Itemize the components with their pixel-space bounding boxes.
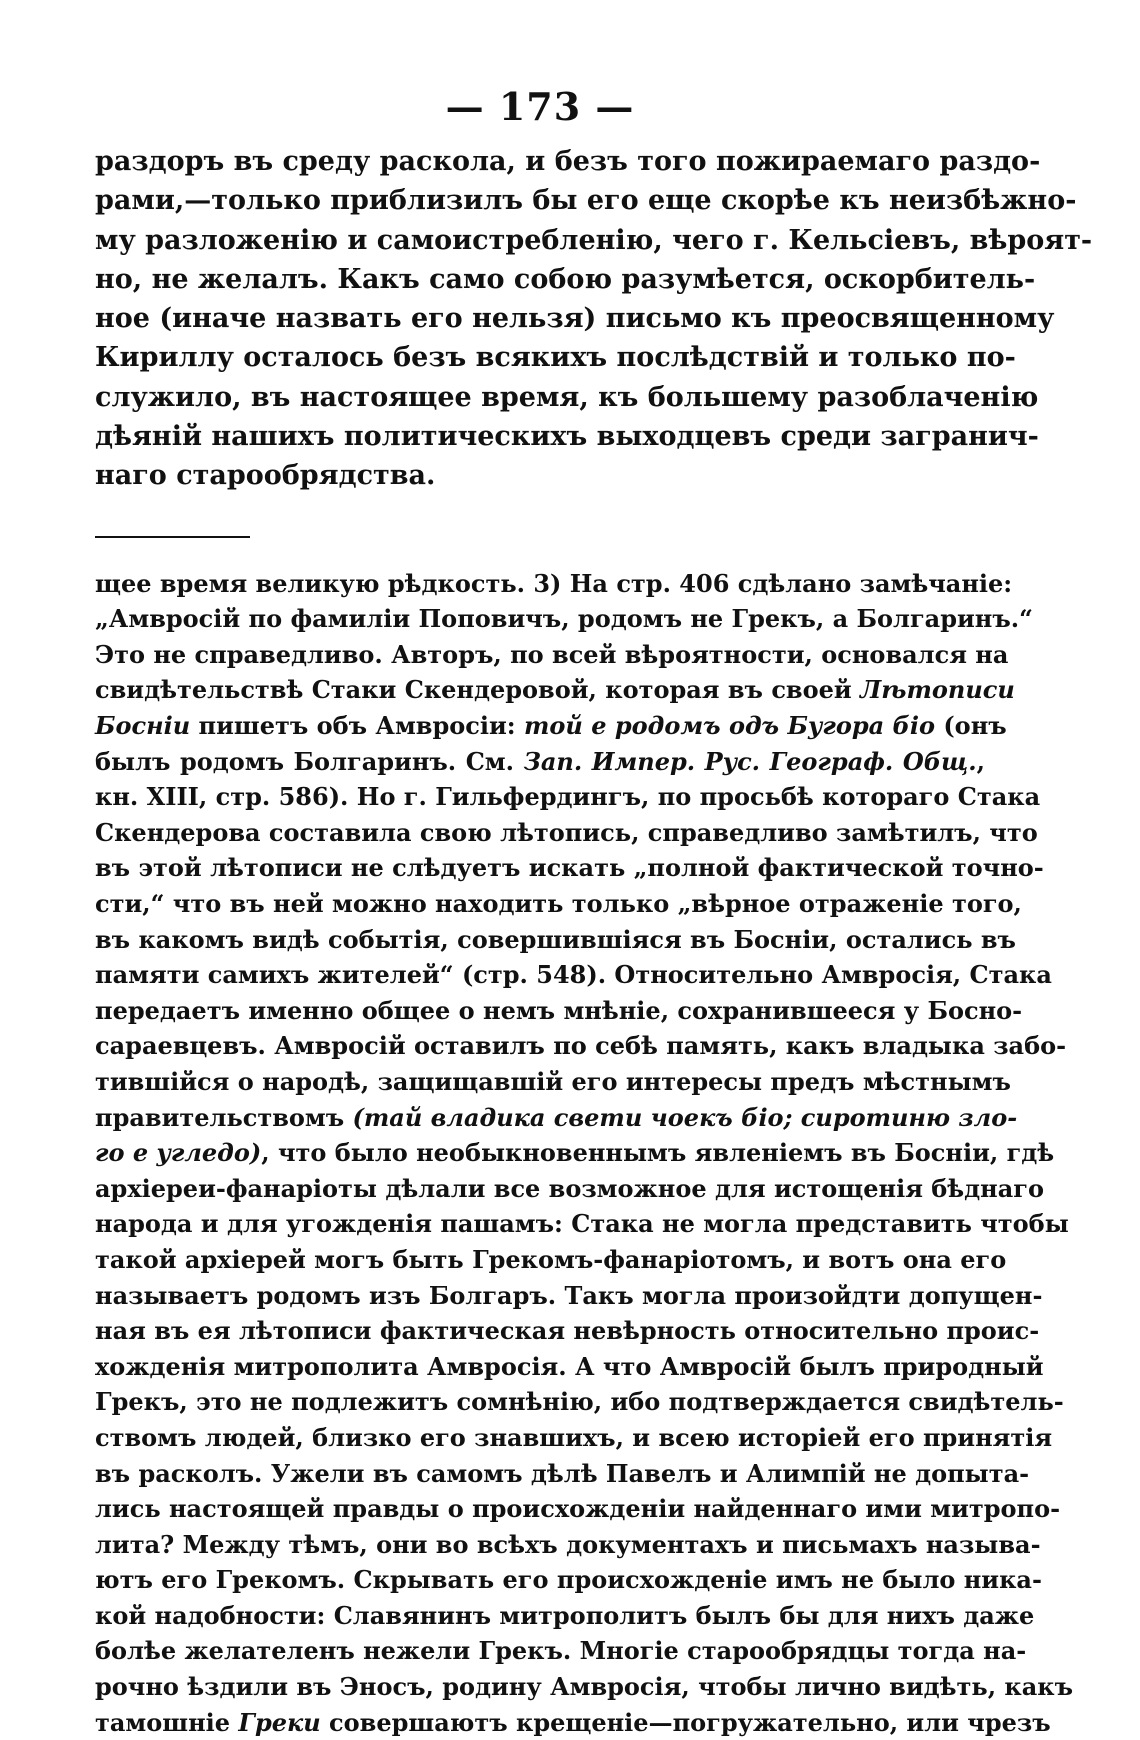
footnote-text-segment: народа и для угожденія пашамъ: Стака не могла представить чтобы [95, 1209, 1069, 1239]
footnote-text-segment: въ этой лѣтописи не слѣдуетъ искать „полной фактической точно- [95, 853, 1044, 883]
main-line: дѣяній нашихъ политическихъ выходцевъ среди загранич- [95, 421, 1039, 453]
footnote-line [95, 1420, 1053, 1456]
footnote-line [95, 1598, 1035, 1634]
footnote-text-segment: кой надобности: Славянинъ митрополитъ былъ бы для нихъ даже [95, 1600, 1035, 1630]
page-number: — 173 — [445, 84, 635, 129]
footnote-text-segment: въ расколъ. Ужели въ самомъ дѣлѣ Павелъ и Алимпій не допыта- [95, 1458, 1030, 1488]
footnote-line [95, 850, 1044, 886]
footnote-text-segment: сараевцевъ. Амвросій оставилъ по себѣ память, какъ владыка забо- [95, 1031, 1067, 1061]
main-line: служило, въ настоящее время, къ большему разоблаченію [95, 381, 1039, 413]
main-line: рами,—только приблизилъ бы его еще скорѣе къ неизбѣжно- [95, 185, 1077, 217]
footnote-text-segment: Скендерова составила свою лѣтопись, справедливо замѣтилъ, что [95, 817, 1038, 847]
footnote-line [95, 886, 1022, 922]
footnote-line [95, 815, 1038, 851]
footnote-text-segment: , [976, 746, 985, 776]
main-line: му разложенію и самоистребленію, чего г. Кельсіевъ, вѣроят- [95, 224, 1093, 256]
footnote-line [95, 1064, 1011, 1100]
footnote-text-segment: щее время великую рѣдкость. 3) На стр. 406 сдѣлано замѣчаніе: [95, 568, 1013, 598]
footnote-text-segment: пишетъ объ Амвросіи: [190, 711, 525, 741]
footnote-italic-segment: го е угледо) [95, 1138, 262, 1168]
footnote-text-segment: (онъ [934, 711, 1007, 741]
footnote-line [95, 1633, 1027, 1669]
footnote-italic-segment: Греки [238, 1707, 321, 1737]
footnote-text-segment: памяти самихъ жителей“ (стр. 548). Относительно Амвросія, Стака [95, 960, 1052, 990]
footnote-text-segment: кн. XIII, стр. 586). Но г. Гильфердингъ, по просьбѣ котораго Стака [95, 782, 1041, 812]
footnote-text-segment: ная въ ея лѣтописи фактическая невѣрность относительно проис- [95, 1316, 1040, 1346]
footnote-italic-segment: той е родомъ одъ Бугора біо [524, 711, 935, 741]
footnote-line [95, 672, 1015, 708]
footnote-line [95, 957, 1052, 993]
footnote-line [95, 1527, 1041, 1563]
footnote-text-segment: сти,“ что въ ней можно находить только „вѣрное отраженіе того, [95, 889, 1022, 919]
footnote-text-segment: правительствомъ [95, 1102, 353, 1132]
footnote-text-segment: называетъ родомъ изъ Болгаръ. Такъ могла произойдти допущен- [95, 1280, 1043, 1310]
footnote-line [95, 922, 1016, 958]
footnote-text-segment: такой архіерей могъ быть Грекомъ-фанаріотомъ, и вотъ она его [95, 1244, 1007, 1274]
footnote-text-segment: Грекъ, это не подлежитъ сомнѣнію, ибо подтверждается свидѣтель- [95, 1387, 1064, 1417]
footnote-line [95, 637, 1009, 673]
footnote-line [95, 566, 1013, 602]
footnote-text-segment: хожденія митрополита Амвросія. А что Амвросій былъ природный [95, 1351, 1044, 1381]
footnote-italic-segment: Лѣтописи [860, 675, 1015, 705]
footnote-text-segment: , что было необыкновеннымъ явленіемъ въ Босніи, гдѣ [261, 1138, 1055, 1168]
main-line: ное (иначе назвать его нельзя) письмо къ преосвященному [95, 303, 1055, 335]
footnote-italic-segment: Босніи [95, 711, 191, 741]
footnote-italic-segment: (тай владика свети чоекъ біо; сиротиню зло- [352, 1102, 1018, 1132]
footnote [95, 566, 1074, 1740]
footnote-line [95, 1349, 1044, 1385]
footnote-separator [95, 536, 250, 538]
footnote-text-segment: рочно ѣздили въ Эносъ, родину Амвросія, чтобы лично видѣть, какъ [95, 1672, 1074, 1702]
footnote-text-segment: архіереи-фанаріоты дѣлали все возможное для истощенія бѣднаго [95, 1173, 1044, 1203]
footnote-italic-segment: Зап. Импер. Рус. Географ. Общ. [523, 746, 977, 776]
footnote-line [95, 1313, 1040, 1349]
footnote-text-segment: совершаютъ крещеніе—погружательно, или чрезъ [320, 1707, 1051, 1737]
footnote-text-segment: былъ родомъ Болгаринъ. См. [95, 746, 524, 776]
footnote-line [95, 1384, 1064, 1420]
footnote-text-segment: ствомъ людей, близко его знавшихъ, и всею исторіей его принятія [95, 1422, 1053, 1452]
footnote-text-segment: свидѣтельствѣ Стаки Скендеровой, которая въ своей [95, 675, 861, 705]
footnote-line [95, 708, 1007, 744]
footnote-text-segment: „Амвросій по фамиліи Поповичъ, родомъ не Грекъ, а Болгаринъ.“ [95, 604, 1033, 634]
footnote-line [95, 779, 1041, 815]
main-paragraph [95, 142, 1093, 496]
main-line: наго старообрядства. [95, 460, 436, 492]
footnote-text-segment: передаетъ именно общее о немъ мнѣніе, сохранившееся у Босно- [95, 995, 1023, 1025]
footnote-line [95, 1135, 1055, 1171]
footnote-line [95, 993, 1023, 1029]
footnote-line [95, 1100, 1018, 1136]
footnote-line [95, 1206, 1069, 1242]
footnote-text-segment: Это не справедливо. Авторъ, по всей вѣроятности, основался на [95, 639, 1009, 669]
footnote-line [95, 1028, 1067, 1064]
footnote-text-segment: тамошніе [95, 1707, 239, 1737]
footnote-line [95, 1669, 1074, 1705]
footnote-line [95, 1705, 1051, 1740]
footnote-line [95, 1171, 1044, 1207]
footnote-text-segment: лита? Между тѣмъ, они во всѣхъ документахъ и письмахъ называ- [95, 1529, 1041, 1559]
footnote-line [95, 1562, 1042, 1598]
main-line: но, не желалъ. Какъ само собою разумѣется, оскорбитель- [95, 263, 1036, 295]
footnote-text-segment: болѣе желателенъ нежели Грекъ. Многіе старообрядцы тогда на- [95, 1636, 1027, 1666]
footnote-line [95, 1491, 1061, 1527]
footnote-line [95, 1456, 1030, 1492]
main-line: раздоръ въ среду раскола, и безъ того пожираемаго раздо- [95, 146, 1041, 177]
main-line: Кириллу осталось безъ всякихъ послѣдствій и только по- [95, 342, 1016, 374]
footnote-text-segment: въ какомъ видѣ событія, совершившіяся въ Босніи, остались въ [95, 924, 1016, 954]
footnote-text-segment: тившійся о народѣ, защищавшій его интересы предъ мѣстнымъ [95, 1066, 1011, 1096]
footnote-line [95, 601, 1033, 637]
footnote-line [95, 1278, 1043, 1314]
footnote-text-segment: лись настоящей правды о происхожденіи найденнаго ими митропо- [95, 1494, 1061, 1524]
footnote-line [95, 744, 985, 780]
footnote-line [95, 1242, 1007, 1278]
footnote-text-segment: ютъ его Грекомъ. Скрывать его происхожденіе имъ не было ника- [95, 1565, 1042, 1595]
